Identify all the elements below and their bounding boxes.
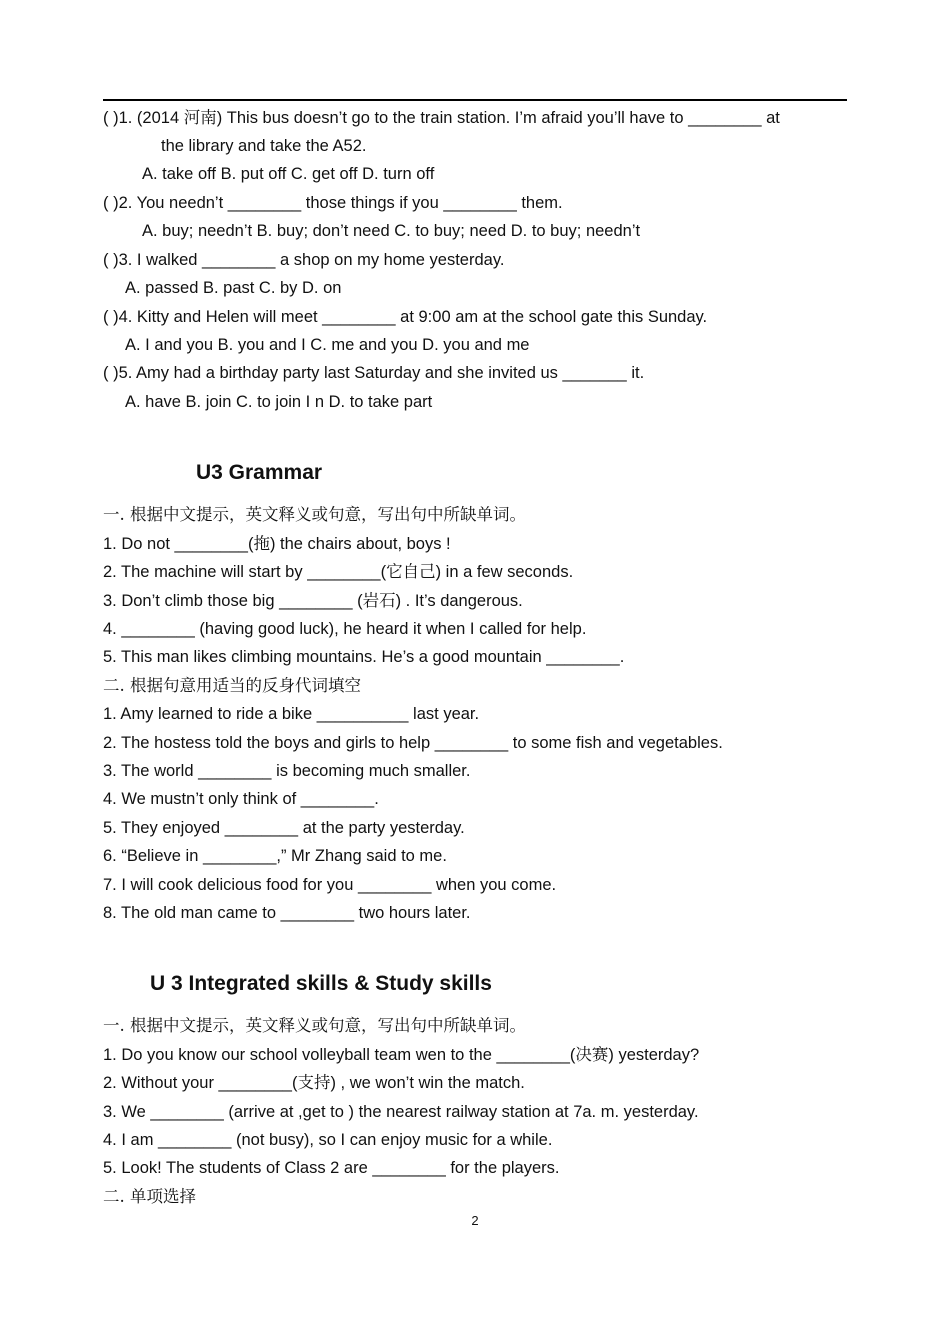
grammar-part1-item: 4. ________ (having good luck), he heard it when I called for help. xyxy=(103,620,587,638)
page-number: 2 xyxy=(471,1213,479,1228)
grammar-title: U3 Grammar xyxy=(196,461,323,484)
question-5: ( )5. Amy had a birthday party last Saturday and she invited us _______ it. xyxy=(103,364,645,382)
grammar-part2-item: 6. “Believe in ________,” Mr Zhang said to me. xyxy=(103,847,447,865)
question-3-options: A. passed B. past C. by D. on xyxy=(125,279,342,297)
question-4: ( )4. Kitty and Helen will meet ________ at 9:00 am at the school gate this Sunday. xyxy=(103,308,708,326)
grammar-part2-heading: 二. 根据句意用适当的反身代词填空 xyxy=(103,676,361,695)
grammar-part1-heading: 一. 根据中文提示，英文释义或句意，写出句中所缺单词。 xyxy=(103,505,526,524)
integrated-part1-item: 1. Do you know our school volleyball team wen to the ________(决赛) yesterday? xyxy=(103,1046,700,1064)
question-3: ( )3. I walked ________ a shop on my home yesterday. xyxy=(103,251,505,269)
grammar-part2-item: 8. The old man came to ________ two hours later. xyxy=(103,904,471,922)
question-1-line-2: the library and take the A52. xyxy=(161,137,367,155)
integrated-part1-item: 5. Look! The students of Class 2 are ________ for the players. xyxy=(103,1159,560,1177)
question-4-options: A. I and you B. you and I C. me and you D. you and me xyxy=(125,336,530,354)
question-1-line-1: ( )1. (2014 河南) This bus doesn’t go to the train station. I’m afraid you’ll have to ________ at xyxy=(103,109,780,127)
question-5-options: A. have B. join C. to join I n D. to take part xyxy=(125,393,433,411)
integrated-title: U 3 Integrated skills & Study skills xyxy=(150,972,492,995)
grammar-part2-item: 1. Amy learned to ride a bike __________ last year. xyxy=(103,705,480,723)
grammar-part1-item: 1. Do not ________(拖) the chairs about, boys ! xyxy=(103,535,451,553)
integrated-part1-item: 4. I am ________ (not busy), so I can enjoy music for a while. xyxy=(103,1131,553,1149)
integrated-part1-item: 3. We ________ (arrive at ,get to ) the nearest railway station at 7a. m. yesterday. xyxy=(103,1103,699,1121)
grammar-part2-item: 7. I will cook delicious food for you ________ when you come. xyxy=(103,876,557,894)
grammar-part2-item: 5. They enjoyed ________ at the party yesterday. xyxy=(103,819,465,837)
integrated-part2-heading: 二. 单项选择 xyxy=(103,1187,196,1206)
grammar-part2-item: 3. The world ________ is becoming much smaller. xyxy=(103,762,471,780)
grammar-part1-item: 5. This man likes climbing mountains. He’s a good mountain ________. xyxy=(103,648,625,666)
grammar-part1-item: 3. Don’t climb those big ________ (岩石) . It’s dangerous. xyxy=(103,592,523,610)
integrated-part1-item: 2. Without your ________(支持) , we won’t win the match. xyxy=(103,1074,525,1092)
question-2-options: A. buy; needn’t B. buy; don’t need C. to buy; need D. to buy; needn’t xyxy=(142,222,641,240)
grammar-part2-item: 2. The hostess told the boys and girls to help ________ to some fish and vegetables. xyxy=(103,734,723,752)
grammar-part1-item: 2. The machine will start by ________(它自己) in a few seconds. xyxy=(103,563,574,581)
grammar-part2-item: 4. We mustn’t only think of ________. xyxy=(103,790,379,808)
question-2: ( )2. You needn’t ________ those things if you ________ them. xyxy=(103,194,563,212)
question-1-options: A. take off B. put off C. get off D. turn off xyxy=(142,165,435,183)
integrated-part1-heading: 一. 根据中文提示，英文释义或句意，写出句中所缺单词。 xyxy=(103,1016,526,1035)
header-rule xyxy=(103,99,847,101)
